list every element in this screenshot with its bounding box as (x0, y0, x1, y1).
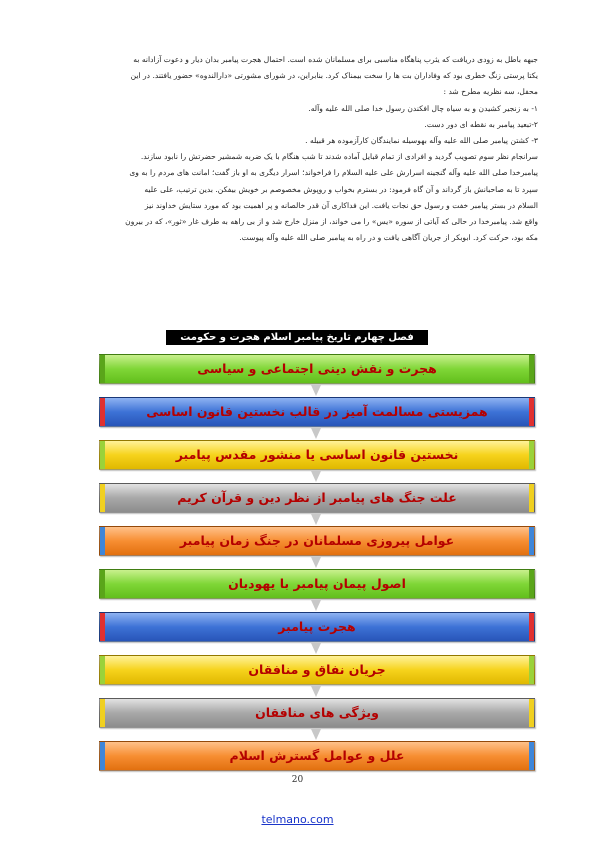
flow-box-left-cap (100, 570, 105, 598)
flow-box (99, 397, 535, 427)
text-line: سرانجام نظر سوم تصویب گردید و افرادی از تمام قبایل آماده شدند تا شب هنگام با یک ضربه شمشیر حضرتش را نابود سازند. (140, 152, 538, 162)
flow-box-right-cap (529, 613, 534, 641)
flow-box (99, 655, 535, 685)
flow-box-label: هجرت و نقش دینی اجتماعی و سیاسی (197, 361, 437, 376)
flow-box-left-cap (100, 699, 105, 727)
body-text (58, 52, 538, 246)
flow-box (99, 741, 535, 771)
text-line: جبهه باطل به زودی دریافت که یثرب پناهگاه مناسبی برای مسلمانان شده است. احتمال هجرت پیامبر بدان دیار و دعوت آزادانه به (133, 55, 538, 64)
text-line: واقع شد. پیامبرخدا در حالی که آیاتی از سوره «یس» را می خواند، از منزل خارج شد و از بی راهه به طرف غار «ثور»، که در بیرون (125, 217, 538, 227)
flow-box (99, 612, 535, 642)
text-line: مکه بود، حرکت کرد. ابوبکر از جریان آگاهی یافت و در راه به پیامبر صلی الله علیه وآله پیوست. (239, 233, 538, 243)
flow-box (99, 440, 535, 470)
flow-box-right-cap (529, 527, 534, 555)
flow-box (99, 569, 535, 599)
down-arrow-icon (311, 600, 321, 611)
flow-box-label: اصول پیمان پیامبر با یهودیان (228, 576, 406, 591)
down-arrow-icon (311, 514, 321, 525)
down-arrow-icon (311, 686, 321, 697)
flow-box-label: ویژگی های منافقان (255, 705, 379, 720)
flow-box-left-cap (100, 613, 105, 641)
flow-box (99, 354, 535, 384)
text-line: السلام در بستر پیامبر خفت و رسول حق نجات یافت. این فداکاری آن قدر خالصانه و پر اهمیت بود که مورد ستایش خداوند نیز (144, 200, 538, 210)
flow-box-right-cap (529, 441, 534, 469)
flow-box-label: علت جنگ های پیامبر از نظر دین و قرآن کریم (177, 490, 457, 505)
flow-box-left-cap (100, 398, 105, 426)
flow-box-right-cap (529, 656, 534, 684)
flow-box-label: جریان نفاق و منافقان (248, 662, 386, 677)
down-arrow-icon (311, 428, 321, 439)
flow-box-right-cap (529, 570, 534, 598)
flow-box-left-cap (100, 656, 105, 684)
flow-box-right-cap (529, 699, 534, 727)
chart-title: فصل چهارم تاریخ پیامبر اسلام هجرت و حکومت (166, 330, 428, 345)
page-number: 20 (291, 775, 304, 785)
down-arrow-icon (311, 471, 321, 482)
text-line: محفل، سه نظریه مطرح شد : (443, 87, 538, 97)
text-line: ۱- به زنجیر کشیدن و به سیاه چال افکندن رسول خدا صلی الله علیه وآله. (308, 103, 538, 113)
flow-box-left-cap (100, 441, 105, 469)
flow-box-right-cap (529, 355, 534, 383)
website-link[interactable]: telmano.com (261, 813, 334, 826)
flow-box-left-cap (100, 484, 105, 512)
topic-flowchart (99, 354, 535, 771)
down-arrow-icon (311, 729, 321, 740)
flow-box-left-cap (100, 527, 105, 555)
flow-box-right-cap (529, 484, 534, 512)
text-line: ۳- کشتن پیامبر صلی الله علیه وآله بهوسیله نمایندگان کارآزموده هر قبیله . (305, 136, 538, 146)
flow-box-right-cap (529, 398, 534, 426)
text-line: پیامبرخدا صلی الله علیه وآله گنجینه اسرارش علی علیه السلام را فراخواند؛ اسرار دیگری به او باز گفت؛ امانت های مردم را به وی (129, 168, 538, 178)
flow-box-label: علل و عوامل گسترش اسلام (229, 748, 405, 763)
flow-box-left-cap (100, 742, 105, 770)
down-arrow-icon (311, 643, 321, 654)
flow-box (99, 526, 535, 556)
down-arrow-icon (311, 557, 321, 568)
flow-box-label: همزیستی مسالمت آمیز در قالب نخستین قانون اساسی (146, 404, 488, 419)
flow-box (99, 483, 535, 513)
text-line: یکتا پرستی زنگ خطری بود که وفاداران بت ها را سخت بیمناک کرد. بنابراین، در شورای مشورتی «دارالندوه» حضور یافتند. در این (130, 71, 538, 81)
flow-box-label: نخستین قانون اساسی یا منشور مقدس پیامبر (175, 447, 459, 462)
text-line: ۲-تبعید پیامبر به نقطه ای دور دست. (424, 119, 538, 129)
down-arrow-icon (311, 385, 321, 396)
flow-box (99, 698, 535, 728)
text-line: سپرد تا به صاحبانش باز گرداند و آن گاه فرمود: در بسترم بخواب و روپوش مخصوصم بر خویش بیفکن. بدین ترتیب، علی علیه (144, 184, 538, 194)
flow-box-label: عوامل پیروزی مسلمانان در جنگ زمان پیامبر (179, 533, 455, 548)
flow-box-left-cap (100, 355, 105, 383)
flow-box-label: هجرت پیامبر (278, 619, 356, 634)
flow-box-right-cap (529, 742, 534, 770)
